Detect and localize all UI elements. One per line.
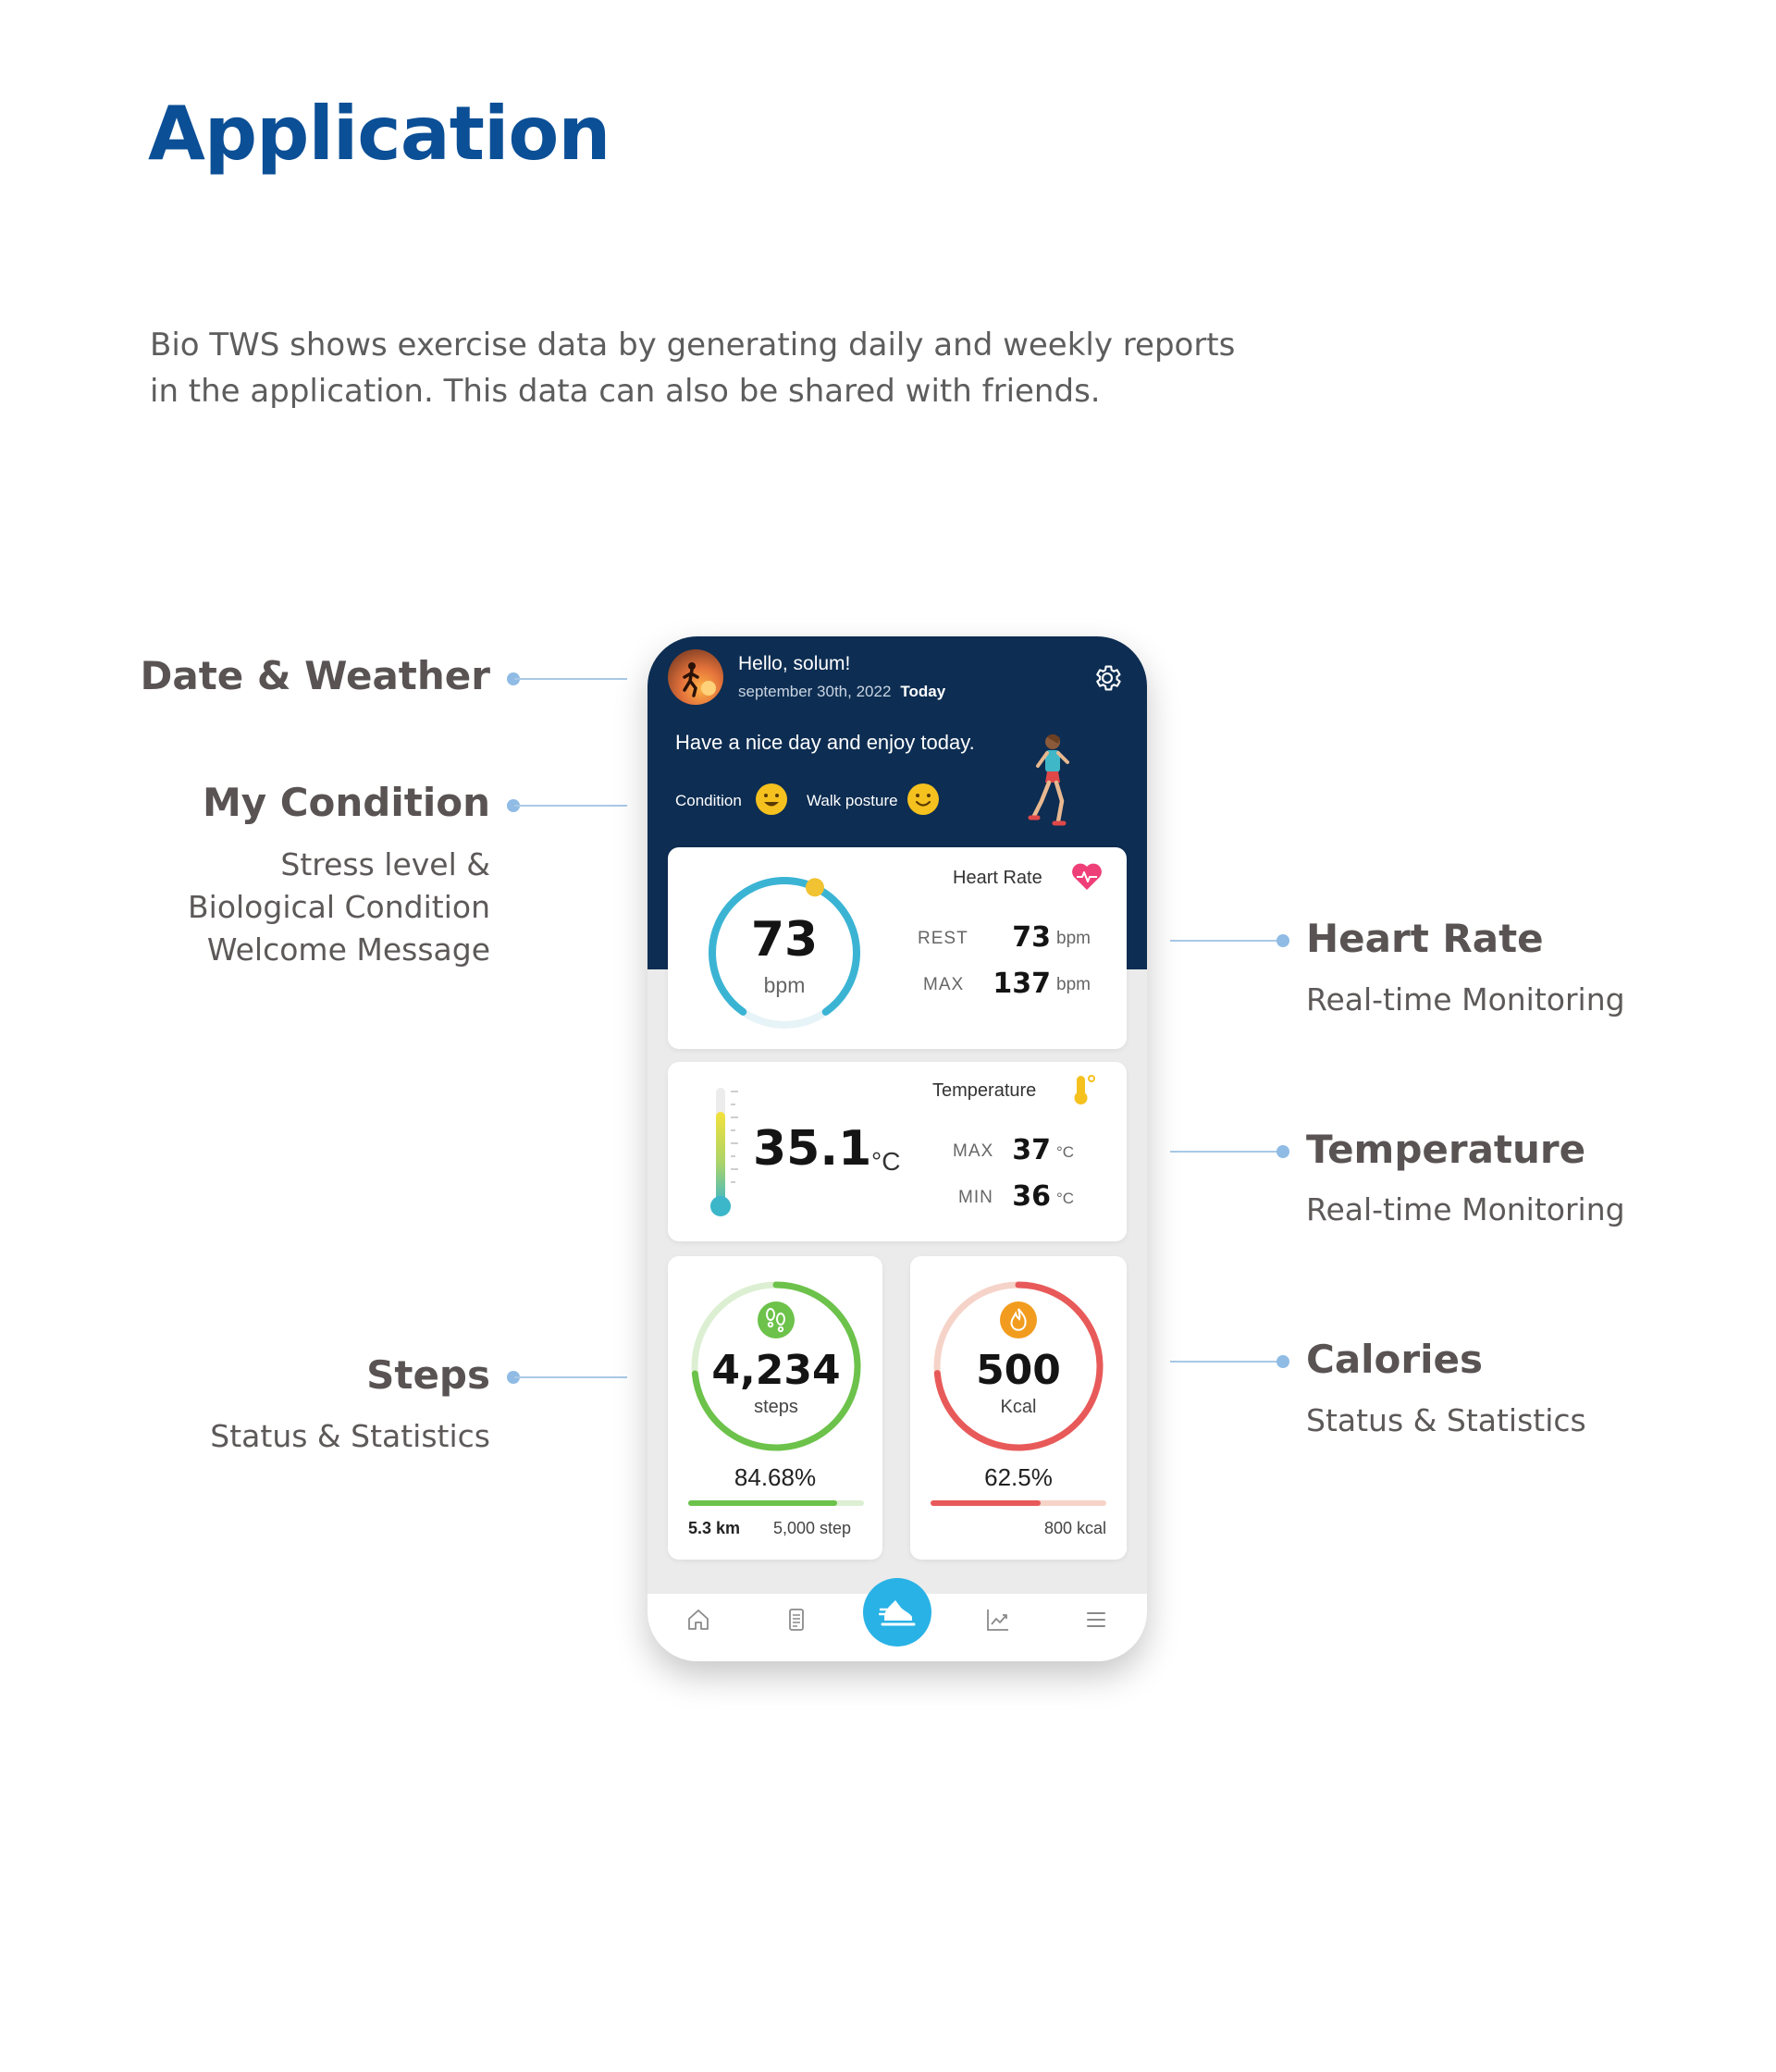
temperature-max-label: MAX bbox=[953, 1141, 994, 1161]
temperature-value: 35.1 bbox=[753, 1121, 872, 1177]
heart-rest-value: 73 bbox=[1012, 921, 1051, 954]
heart-rest-unit: bpm bbox=[1056, 929, 1091, 948]
date-text: september 30th, 2022 bbox=[738, 683, 892, 700]
heart-rate-label: Heart Rate bbox=[953, 868, 1042, 888]
annotation-steps-subtitle: Status & Statistics bbox=[210, 1418, 490, 1454]
greeting-text: Hello, solum! bbox=[738, 653, 851, 674]
temperature-max-value: 37 bbox=[1012, 1134, 1051, 1166]
heart-rate-card[interactable] bbox=[668, 847, 1127, 1049]
annotation-date-weather-connector bbox=[514, 678, 627, 680]
annotation-heart-rate-dot bbox=[1276, 934, 1289, 947]
annotation-steps-title: Steps bbox=[366, 1352, 490, 1398]
today-label: Today bbox=[900, 683, 946, 700]
annotation-temperature-title: Temperature bbox=[1306, 1127, 1586, 1172]
annotation-my-condition-line-2: Biological Condition bbox=[188, 889, 490, 925]
walk-posture-label: Walk posture bbox=[807, 792, 898, 809]
annotation-heart-rate-title: Heart Rate bbox=[1306, 916, 1544, 961]
steps-distance: 5.3 km bbox=[688, 1519, 741, 1537]
walk-posture-smiley-icon[interactable] bbox=[906, 783, 940, 816]
annotation-my-condition-connector bbox=[514, 805, 627, 807]
annotation-calories-title: Calories bbox=[1306, 1337, 1484, 1382]
heart-rest-label: REST bbox=[918, 929, 968, 948]
flame-icon bbox=[999, 1301, 1038, 1339]
temperature-min-value: 36 bbox=[1012, 1180, 1051, 1213]
gear-icon[interactable] bbox=[1092, 662, 1123, 694]
runner-silhouette-icon bbox=[668, 649, 723, 705]
annotation-heart-rate-subtitle: Real-time Monitoring bbox=[1306, 981, 1625, 1018]
steps-unit: steps bbox=[754, 1397, 798, 1417]
annotation-date-weather-title: Date & Weather bbox=[140, 653, 490, 698]
annotation-calories-subtitle: Status & Statistics bbox=[1306, 1402, 1586, 1438]
heart-max-value: 137 bbox=[993, 968, 1051, 1000]
heart-rate-value: 73 bbox=[750, 912, 819, 968]
annotation-calories-connector bbox=[1170, 1361, 1281, 1363]
steps-card[interactable] bbox=[668, 1256, 882, 1560]
condition-smiley-icon[interactable] bbox=[755, 783, 788, 816]
annotation-temperature-subtitle: Real-time Monitoring bbox=[1306, 1191, 1625, 1227]
calories-goal: 800 kcal bbox=[1043, 1519, 1106, 1537]
annotation-heart-rate-connector bbox=[1170, 940, 1281, 942]
temperature-card[interactable] bbox=[668, 1062, 1127, 1241]
menu-icon[interactable] bbox=[1082, 1606, 1110, 1634]
steps-progress-track bbox=[688, 1500, 864, 1506]
welcome-message: Have a nice day and enjoy today. bbox=[675, 731, 975, 754]
heart-icon bbox=[1071, 862, 1103, 892]
annotation-my-condition-line-1: Stress level & bbox=[280, 846, 490, 882]
date-line bbox=[738, 683, 945, 701]
heart-max-unit: bpm bbox=[1056, 975, 1091, 994]
running-shoe-icon bbox=[879, 1595, 916, 1630]
phone-mockup bbox=[648, 636, 1147, 1661]
intro-line-1: Bio TWS shows exercise data by generating daily and weekly reports bbox=[150, 327, 1236, 364]
calories-progress-fill bbox=[931, 1500, 1041, 1506]
steps-percent: 84.68% bbox=[734, 1463, 817, 1491]
calories-percent: 62.5% bbox=[984, 1463, 1053, 1491]
intro-line-2: in the application. This data can also be shared with friends. bbox=[150, 373, 1101, 410]
intro-text bbox=[150, 322, 1278, 414]
page-title: Application bbox=[148, 91, 610, 177]
annotation-my-condition-line-3: Welcome Message bbox=[206, 931, 490, 968]
temperature-unit: °C bbox=[871, 1147, 901, 1176]
home-icon[interactable] bbox=[684, 1606, 712, 1634]
report-icon[interactable] bbox=[783, 1606, 810, 1634]
chart-icon[interactable] bbox=[984, 1606, 1012, 1634]
annotation-temperature-dot bbox=[1276, 1145, 1289, 1158]
temperature-label: Temperature bbox=[932, 1080, 1037, 1101]
runner-illustration-icon bbox=[1025, 733, 1080, 831]
heart-rate-marker bbox=[806, 878, 824, 896]
calories-value: 500 bbox=[976, 1347, 1061, 1394]
thermometer-icon bbox=[707, 1084, 744, 1223]
heart-max-label: MAX bbox=[923, 975, 965, 994]
footprints-icon bbox=[757, 1301, 796, 1339]
calories-progress-track bbox=[931, 1500, 1106, 1506]
steps-goal: 5,000 step bbox=[773, 1519, 852, 1537]
steps-value: 4,234 bbox=[711, 1347, 841, 1394]
steps-progress-fill bbox=[688, 1500, 837, 1506]
avatar[interactable] bbox=[668, 649, 723, 705]
calories-unit: Kcal bbox=[1000, 1397, 1037, 1417]
annotation-my-condition-title: My Condition bbox=[202, 780, 490, 825]
annotation-steps-connector bbox=[514, 1376, 627, 1378]
temperature-min-unit: °C bbox=[1056, 1190, 1075, 1207]
temperature-max-unit: °C bbox=[1056, 1143, 1075, 1161]
annotation-temperature-connector bbox=[1170, 1151, 1281, 1153]
calories-card[interactable] bbox=[910, 1256, 1127, 1560]
heart-rate-unit: bpm bbox=[763, 973, 806, 997]
temperature-icon bbox=[1069, 1073, 1099, 1106]
annotation-calories-dot bbox=[1276, 1355, 1289, 1368]
temperature-min-label: MIN bbox=[958, 1188, 993, 1207]
activity-button[interactable] bbox=[863, 1578, 931, 1646]
condition-label: Condition bbox=[675, 792, 742, 809]
